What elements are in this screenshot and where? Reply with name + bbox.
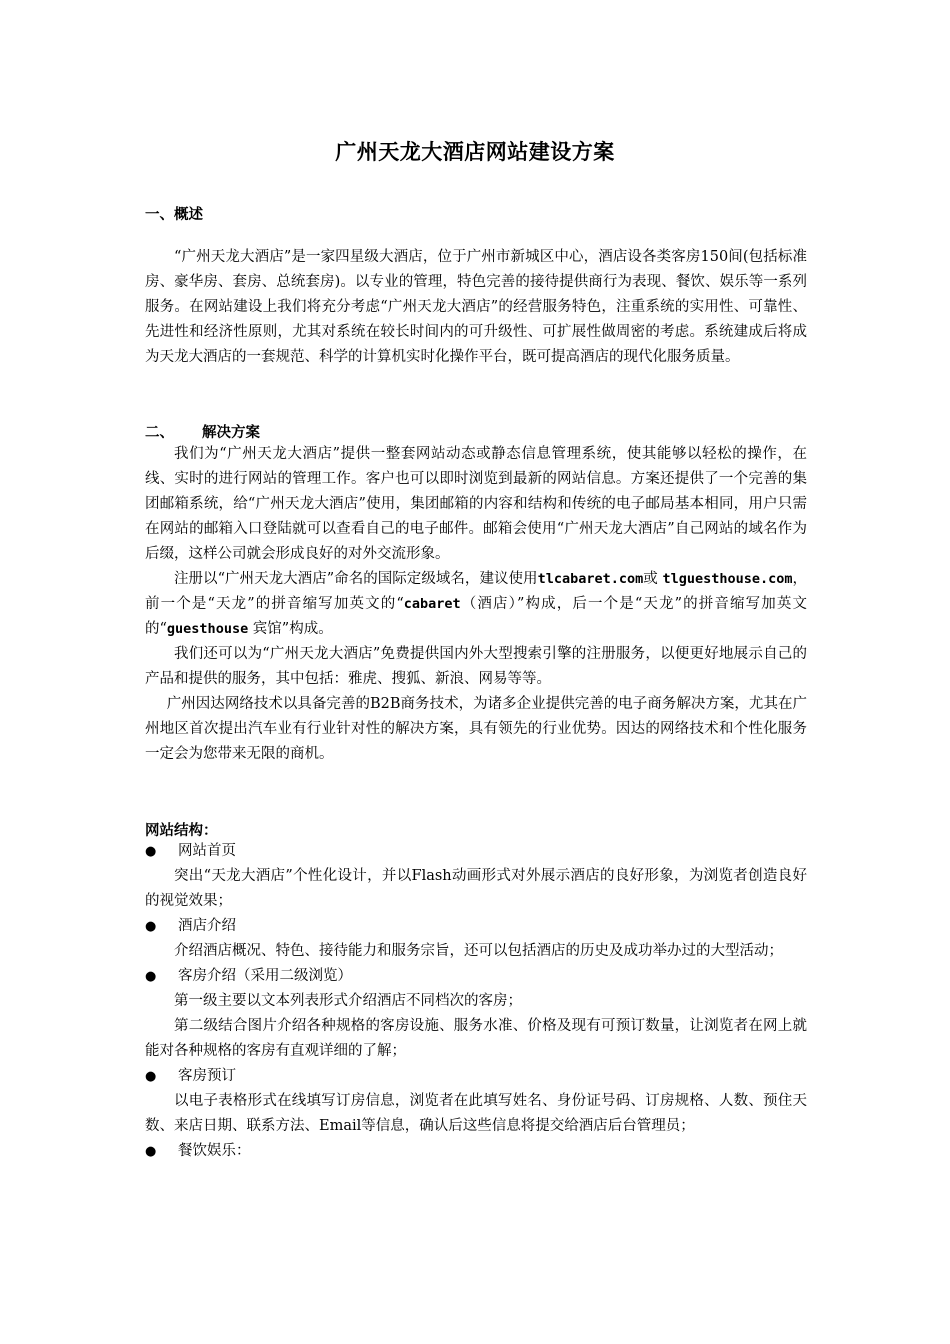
list-item: [145, 964, 807, 1064]
list-item: [145, 1139, 807, 1164]
section-1-paragraph: “广州天龙大酒店”是一家四星级大酒店，位于广州市新城区中心，酒店设各类客房150间(包括标准房、豪华房、套房、总统套房)。以专业的管理，特色完善的接待提供商行为表现、餐饮、娱乐等一系列服务。在网站建设上我们将充分考虑“广州天龙大酒店”的经营服务特色，注重系统的实用性、可靠性、先进性和经济性原则，尤其对系统在较长时间内的可升级性、可扩展性做周密的考虑。系统建成后将成为天龙大酒店的一套规范、科学的计算机实时化操作平台，既可提高酒店的现代化服务质量。: [145, 249, 807, 365]
list-item-label: 网站首页: [178, 843, 236, 859]
list-item-desc: 介绍酒店概况、特色、接待能力和服务宗旨，还可以包括酒店的历史及成功举办过的大型活动；: [174, 943, 783, 959]
section-2-number: 二、: [145, 425, 174, 441]
list-item-desc: 以电子表格形式在线填写订房信息，浏览者在此填写姓名、身份证号码、订房规格、人数、预住天数、来店日期、联系方法、Email等信息，确认后这些信息将提交给酒店后台管理员；: [145, 1093, 807, 1134]
section-2-heading: [145, 421, 260, 442]
bullet-icon: ●: [145, 969, 157, 984]
list-item: [145, 1064, 807, 1139]
section-2-paragraph-2: [145, 567, 807, 642]
domain-text-a: 注册以“广州天龙大酒店”命名的国际定级域名，建议使用: [174, 571, 538, 587]
list-item-desc: 第一级主要以文本列表形式介绍酒店不同档次的客房；: [174, 993, 522, 1009]
domain-word-1: cabaret: [403, 596, 461, 612]
domain-1: tlcabaret.com: [537, 571, 644, 587]
bullet-icon: ●: [145, 844, 157, 859]
list-item-desc: 突出“天龙大酒店”个性化设计，并以Flash动画形式对外展示酒店的良好形象，为浏览者创造良好的视觉效果；: [145, 868, 807, 909]
bullet-icon: ●: [145, 1069, 157, 1084]
list-item-label: 酒店介绍: [178, 918, 236, 934]
section-2-paragraph-4: 广州因达网络技术以具备完善的B2B商务技术，为诸多企业提供完善的电子商务解决方案，尤其在广州地区首次提出汽车业有行业针对性的解决方案，具有领先的行业优势。因达的网络技术和个性化服务一定会为您带来无限的商机。: [145, 696, 807, 762]
list-item-desc: 第二级结合图片介绍各种规格的客房设施、服务水准、价格及现有可预订数量，让浏览者在网上就能对各种规格的客房有直观详细的了解；: [145, 1018, 807, 1059]
domain-text-c: ，前一个是“天龙”的拼音缩写加英文的“: [145, 571, 808, 612]
list-item: [145, 839, 807, 914]
list-item-label: 餐饮娱乐：: [178, 1143, 251, 1159]
domain-2: tlguesthouse.com: [662, 571, 793, 587]
list-item: [145, 914, 807, 964]
domain-word-2: guesthouse: [166, 621, 249, 637]
bullet-icon: ●: [145, 919, 157, 934]
section-2-body: [145, 442, 807, 767]
section-2-paragraph-1: 我们为“广州天龙大酒店”提供一整套网站动态或静态信息管理系统，使其能够以轻松的操作，在线、实时的进行网站的管理工作。客户也可以即时浏览到最新的网站信息。方案还提供了一个完善的集团邮箱系统，给“广州天龙大酒店”使用，集团邮箱的内容和结构和传统的电子邮局基本相同，用户只需在网站的邮箱入口登陆就可以查看自己的电子邮件。邮箱会使用“广州天龙大酒店”自己网站的域名作为后缀，这样公司就会形成良好的对外交流形象。: [145, 446, 807, 562]
domain-text-b: 或: [643, 571, 658, 587]
list-item-label: 客房预订: [178, 1068, 236, 1084]
domain-text-e: 宾馆”构成。: [248, 621, 333, 637]
section-2-paragraph-3: 我们还可以为“广州天龙大酒店”免费提供国内外大型搜索引擎的注册服务，以便更好地展示自己的产品和提供的服务，其中包括：雅虎、搜狐、新浪、网易等等。: [145, 646, 807, 687]
section-1-heading: 一、概述: [145, 207, 203, 223]
document-title: 广州天龙大酒店网站建设方案: [335, 140, 615, 164]
domain-text-d: （酒店）”构成，后一个是“天龙”的拼音缩写加英文的“: [145, 596, 807, 637]
bullet-icon: ●: [145, 1144, 157, 1159]
structure-list: [145, 839, 807, 1164]
list-item-label: 客房介绍（采用二级浏览）: [178, 968, 352, 984]
section-2-title: 解决方案: [202, 425, 260, 441]
structure-heading: 网站结构：: [145, 823, 218, 839]
